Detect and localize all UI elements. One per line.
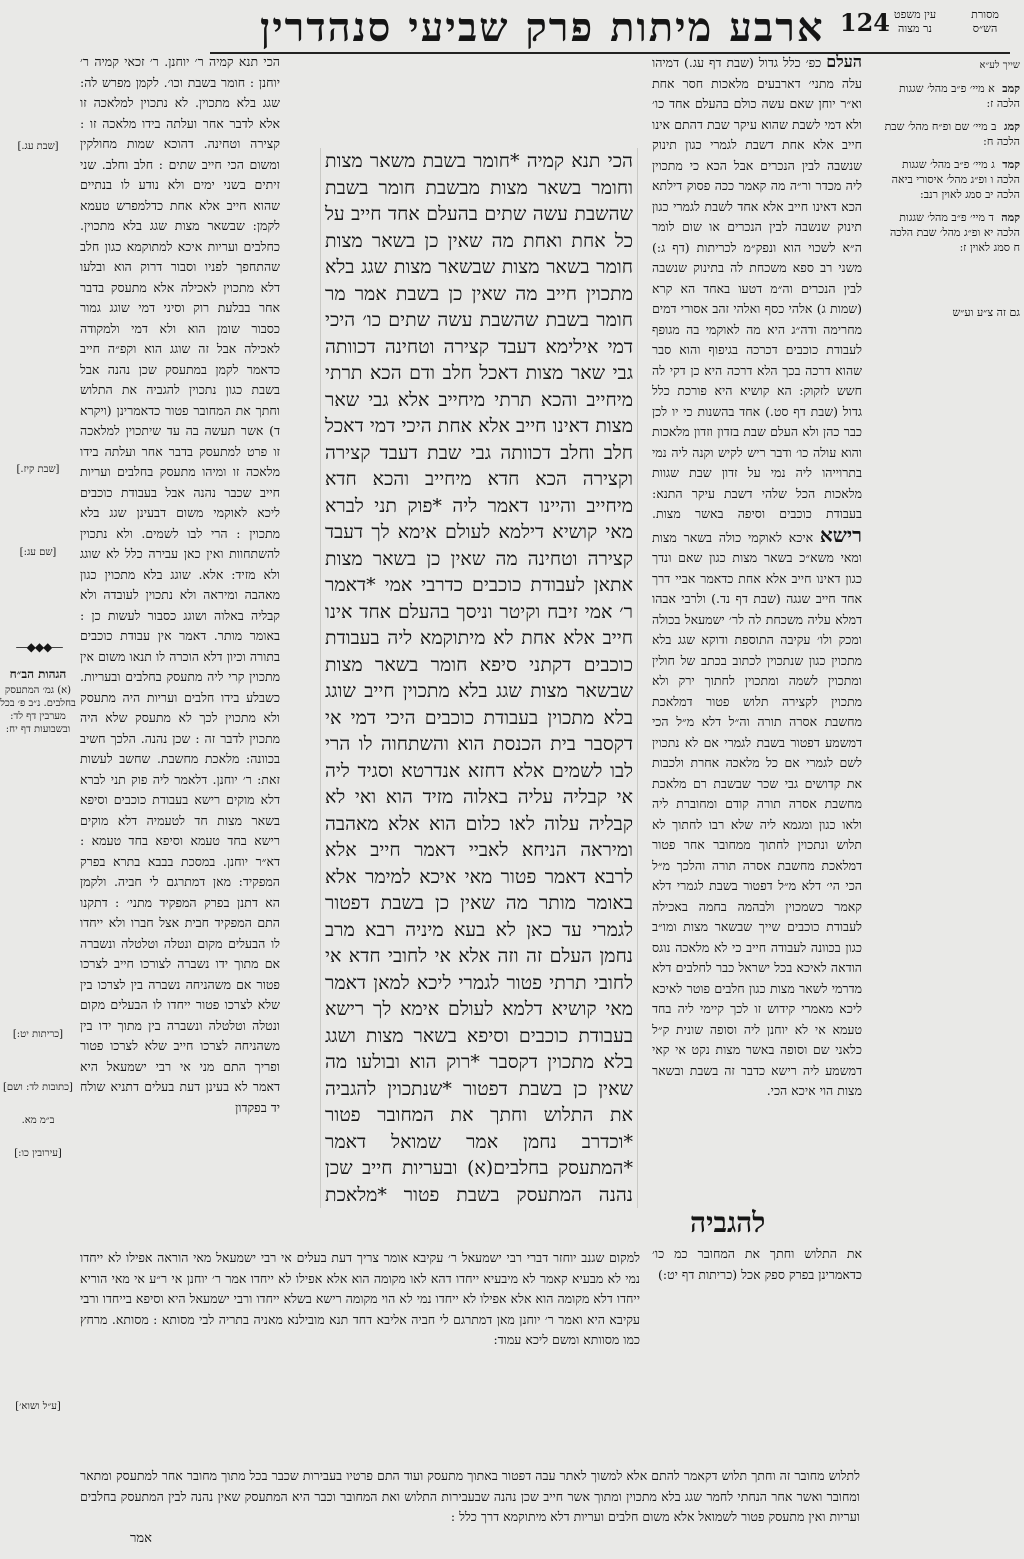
bottom-commentary xyxy=(80,1248,640,1468)
mesoret-label: מסורת הש״ס xyxy=(971,8,999,35)
tosafot-commentary xyxy=(80,52,280,1237)
catchword: אמר xyxy=(130,1531,152,1546)
rashi-lower-text xyxy=(652,1244,862,1464)
bottom-tail-text: לתלוש מחובר זה וחתך תלוש דקאמר להתם אלא למשוך לאתר עבה דפטור באתוך מתעסק ועוד התם פרטיו בעבירות שכבר בכל מתוך מחובר אחר למתעסק ומתאר ומחובר ואשר אחר הנחתי לחמר שגג בלא מתכוין ומתוך אשר חייב שכן נהנה שבעבירות התלוש ואת המחובר וכבר היא המתעסק שאין נהנה לבין המתעסק בחלבים ועריות ואין מתעסק פטור לשמואל אלא משום חלבים ועריות דלא מיתוקמא דרך כלל : xyxy=(80,1468,860,1524)
note-ref: קמב xyxy=(1002,82,1020,95)
margin-ref: [כתובות לד: ושם] xyxy=(3,1082,73,1093)
bottom-commentary-text: למקום שגנב יוחזר דברי רבי ישמעאל ר׳ עקיבא אומר צריך דעת בעלים אי רבי ישמעאל מאי הוראה אפילו לא ייחדו נמי לא מבעיא קאמר לא מיבעיא ייחדו דהא לאו מקומה הוא אלא אפילו לא ייחדו אמר ר׳ יוחנן אי ר״ע אי מאי הוריא ייחדו דלא מקומה הוא אלא אפילו לא ייחדו נמי לא הוי מקומה רישא בשלא ייחדו ורבי ישמעאל היא וסיפא בייחדו ורבי עקיבא היא ואמר ר׳ יוחנן מאן דמתרגם לי חביה אליבא דחד תנא מובילנא מאניה בתריה לבי מסותא : מסותא. מרחץ כמו מסוותא ומשם ליכא עמוד: xyxy=(80,1250,640,1347)
margin-ref: [עירובין כו:] xyxy=(14,1148,62,1159)
margin-ref: [שבת עג.] xyxy=(17,141,59,152)
page-number: 124 xyxy=(839,8,890,37)
gemara-text xyxy=(320,148,638,1208)
rashi-reisha-word: רישא xyxy=(819,522,862,547)
margin-note xyxy=(880,81,1020,111)
hagahot-habach xyxy=(0,668,76,736)
margin-note xyxy=(880,305,1020,320)
page-title: ארבע מיתות פרק שביעי סנהדרין xyxy=(260,4,825,51)
mesoret-column xyxy=(0,58,76,567)
rashi-text: כפ׳ כלל גדול (שבת דף עג.) דמיהו עלה מתני׳ דארבעים מלאכות חסר אחת וא״ר יוחן שאם עשה כולם בהעלם אחד כו׳ ולא דמי לשבת שהוא עיקר שבת דהתם אינו חייב אלא אחת דשבת לגמרי כגון תינוק שנשבה לבין הנכרים אבל הכא כי מתכוין ליה מכדר ור״ה מה קאמר ככה פסוק דילתא הכא דאינו חייב אלא אחד לשבת לגמרי כגון תינוק שנשבה לבין הנכרים או שום לומר ה״א לשכוי הוא ונפק״מ לכריתות (דף ג:) משני רב ספא משכחת לה בתינוק שנשבה לבין הנכרים וה״מ דטעו באחד הא קרא (שמות ג) אלהי כסף ואלהי זהב אסורי דמים מחרימה ודה״ג היא מה לאוקמי בה מגופף לעבודת כוכבים דכרכה בגיפוף והוא סבר שהוא דרכה בכך הלא דרכה היא כן דקי לה חשש לזקוק: הא קושיא היא פורכת כלל גדול (שבת דף סט.) אחד בהשנות כי יו לכן כבר כהן ולא העלם שבת בזדון וזדון מלאכות והוא עולה כו׳ ודבר ריש לקיש וקנה ליה נמי בתרוייהו ליה נמי על זדון שבת שגוות מלאכות הכל שלהי דשבת עיקר התנא: בעבודת כוכבים וסיפה באשר מצות. xyxy=(652,55,862,521)
mesoret-lower-refs xyxy=(0,1028,76,1421)
margin-ref: [שם עג:] xyxy=(19,547,57,558)
rashi-opening-word: העלם xyxy=(826,52,862,71)
bottom-tail-commentary xyxy=(80,1466,860,1526)
margin-note xyxy=(880,119,1020,149)
note-text: ג מיי׳ פ״ב מהל׳ שגגות הלכה ו ופ״ג מהל׳ איסורי ביאה הלכה יב סמג לאוין רנב: xyxy=(891,158,1020,201)
ein-mishpat-label: עין משפט נר מצוה xyxy=(893,8,937,35)
gemara-body: הכי תנא קמיה *חומר בשבת משאר מצות וחומר בשאר מצות מבשבת חומר בשבת שהשבת עשה שתים בהעלם אחד חייב על כל אחת ואחת מה שאין כן בשאר מצות חומר בשאר מצות שבשאר מצות שגג בלא מתכוין חייב מה שאין כן בשבת אמר מר חומר בשבת שהשבת עשה שתים כו׳ היכי דמי אילימא דעבד קצירה וטחינה דכוותה גבי שאר מצות דאכל חלב ודם הכא תרתי מיחייב והכא תרתי מיחייב אלא גבי שאר מצות דאינו חייב אלא אחת היכי דמי דאכל חלב וחלב דכוותה גבי שבת דעבד קצירה וקצירה הכא חדא מיחייב והכא חדא מיחייב והיינו דאמר ליה *פוק תני לברא מאי קושיא דילמא לעולם אימא לך דעבד קצירה וטחינה מה שאין כן בשאר מצות אתאן לעבודת כוכבים כדרבי אמי *דאמר ר׳ אמי זיבח וקיטר וניסך בהעלם אחד אינו חייב אלא אחת לא מיתוקמא ליה בעבודת כוכבים דקתני סיפא חומר בשאר מצות שבשאר מצות שגג בלא מתכוין חייב שוגג בלא מתכוין בעבודת כוכבים היכי דמי אי דקסבר בית הכנסת הוא והשתחוה לו הרי לבו לשמים אלא דחזא אנדרטא וסגיד ליה אי קבליה עליה באלוה מזיד הוא ואי לא קבליה עלוה לאו כלום הוא אלא מאהבה ומיראה הניחא לאביי דאמר חייב אלא לרבא דאמר פטור מאי איכא למימר אלא באומר מותר מה שאין כן בשבת דפטור לגמרי עד כאן לא בעא מיניה רבא מרב נחמן העלם זה וזה אלא אי לחובי חדא אי לחובי תרתי פטור לגמרי ליכא למאן דאמר מאי קושיא דלמא לעולם אימא לך רישא בעבודת כוכבים וסיפא בשאר מצות ושגג בלא מתכוין דקסבר *רוק הוא ובולעו מה שאין כן בשבת דפטור *שנתכוין להגביה את התלוש וחתך את המחובר פטור *וכדרב נחמן אמר שמואל דאמר *המתעסק בחלבים(א) ובעריות חייב שכן נהנה המתעסק בשבת פטור *מלאכת xyxy=(325,150,633,1206)
margin-ref: [ע״ל ושוא׳] xyxy=(15,1401,61,1412)
ein-mishpat-column xyxy=(880,58,1020,328)
hagahot-text: (א) גמ׳ המתעסק בחלבים. נ״ב פ׳ בכל מערבין דף לד: ובשבועות דף יח: xyxy=(0,685,76,735)
rashi-lower-heading: להגביה xyxy=(690,1206,766,1239)
note-text: ב מיי׳ שם ופ״ח מהל׳ שבת הלכה ח: xyxy=(884,120,1020,148)
margin-ref: [כריתות יט:] xyxy=(12,1029,64,1040)
hagahot-title: הגהות הב״ח xyxy=(9,667,67,681)
margin-ref: ב״מ מא. xyxy=(21,1115,55,1126)
note-text: ד מיי׳ פ״ב מהל׳ שגגות הלכה יא ופ״ג מהל׳ שבת הלכה ח סמג לאוין ז: xyxy=(889,211,1020,254)
note-text: גם זה צ״ע וע״ש xyxy=(952,306,1020,319)
margin-note: שייך לע״א xyxy=(979,60,1020,71)
margin-ref: [שבת קיז.] xyxy=(16,464,60,475)
note-text: א מיי׳ פ״ב מהל׳ שגגות הלכה ז: xyxy=(899,82,1020,110)
rashi-text-continued: איכא לאוקמי כולה בשאר מצות ומאי משא״כ בשאר מצות כגון שאם ונדך כגון דאינו חייב אלא אחת כדאמר אביי דרך אחד חייב שגגה (שבת דף נד.) ולרבי אבהו דמלא עליה משכחת לה לר׳ ישמעאל בכולה ומכק ולו׳ עקיבה התוספת ודוקא שגג בלא מתכוין כגון שנתכוין לכתוב בכתב של חולין ומתכוין לשמה ומתכוין לחתוך ירק ולא מתכוין לקצירה תלוש פטור דמלאכת מחשבת אסרה תורה וה״ל דלא מ״ל הכי דמשמע דפטור בשבת לגמרי אם לא נתכוין לשם לגמרי אם כל מלאכה אחרת ולכבות את קדושים גבי שכר שבשבת רם מלאכת מחשבת אסרה תורה קודם ומחוברת ליה ולאו כגון ומגמא ליה שלא רבו לחתוך לא תלוש ונתכוין לחתוך ממחובר אחר פטור דמלאכת מחשבת אסרה תורה והלכך מ״ל הכי הי׳ דלא מ״ל דפטור בשבת לגמרי דלא קאמר כשמכוין ולבהמה בחמה באכילה לעבודת כוכבים שייך שבשאר מצות ומו״ב כגון בכוונה לעבודה חייב כי לא מלאכה נוגס הודאה לאיכא בכל ישראל כבר לחלבים דלא מדרמי לשאר מצות כגון חלבים פוטר לאיכא ליכא מאמרי קידוש זו לכך קיימי ליה בחד טעמא אי לא יוחנן ליה וסופה שונית ק״ל כלאני שם וסופה באשר מצות נקט אי קאי דמשמע ליה רישא כדבר זה בשבת ובשאר מצות הוי איכא הכי. xyxy=(652,529,862,1098)
tosafot-text: הכי תנא קמיה ר׳ יוחנן. ר׳ זכאי קמיה ר׳ יוחנן : חומר בשבת וכו׳. לקמן מפרש לה: שגג בלא מתכוין. לא נתכוין למלאכה זו אלא לדבר אחר ועלתה בידו מלאכה זו : קצירה וטחינה. דהוכא שמות מחולקין ומשום הכי חייב שתים : חלב וחלב. שני זיתים בשני ימים ולא נודע לו בנתיים שהוא חייב אלא אחת כדלמפרש טעמא לקמן: שבשאר מצות שגג בלא מתכוין. כחלבים ועריות איכא למתוקמא כגון חלב שהתחפך לפניו וסבור דרוק הוא ובלעו דלא מתכוין לאכילה אלא מתעסק בדבר אחר בבלעת רוק וסיני דמי שוגג גמור כסבור שומן הוא ולא דמי ולמקודה לאכילה אבל זה שוגג הוא וקפ״ה חייב כדאמר לקמן במתעסק שכן נהנה אבל בשבת כגון נתכוין להגביה את התלוש וחתך את המחובר פטור כדאמרינן (ויקרא ד) אשר תעשה בה עד שיתכוין למלאכה זו פרט למתעסק בדבר אחר ועלתה בידו מלאכה זו ומיהו מתעסק בחלבים ועריות חייב שכבר נהנה אבל בעבודת כוכבים ליכא לאוקמי משום דבעינן שגג בלא מתכוין : הרי לבו לשמים. ולא נתכוין להשתחוות ואין כאן עבירה כלל לא שוגג ולא מזיד: אלא. שוגג בלא מתכוין כגון מאהבה ומיראה ולא נתכוין לעובדה ולא קבליה באלוה ושוגג כסבור לעשות כן : באומר מותר. דאמר אין עבודת כוכבים בתורה וכיון דלא הוכרה לו תנאו משום אין מתכוין קרי ליה מתעסק בחלבים ובעריות. כשבלע בידו חלבים ועריות היה מתעסק ולא מתכוין לכך לא מתעסק שלא היה מתכוין לדבר זה : שכן נהנה. הלכך חשיב בכוונה: מלאכת מחשבת. שחשב לעשות זאת: ר׳ יוחנן. דלאמר ליה פוק תני לברא דלא מוקים רישא בעבודת כוכבים וסיפא בשאר מצות חד לטעמיה דלא מוקים רישא בחד טעמא וסיפא בחד טעמא : דא״ר יוחנן. במסכת בבבא בתרא בפרק המפקיד: מאן דמתרגם לי חביה. ולקמן הא דתנן בפרק המפקיד מתני׳ : דתקנו התם המפקיד חבית אצל חברו ולא ייחדו לו הבעלים מקום ונטלה וטלטלה ונשברה אם מתוך ידו נשברה לצורכו חייב לצרכו פטור אם משהניחה נשברה בין לצרכו בין שלא לצרכו פטור ייחדו לו הבעלים מקום ונטלה וטלטלה ונשברה בין מתוך ידו בין משהניחה לצרכו חייב שלא לצרכו פטור ופריך התם מני אי רבי ישמעאל היא דאמר לא בעינן דעת בעלים דתניא שולח יד בפקדון xyxy=(80,54,280,1115)
rashi-lower-sub: את התלוש וחתך את המחובר כמ כו׳ כדאמרינן בפרק ספק אכל (כריתות דף יט:) xyxy=(652,1246,862,1282)
note-ref: קמג xyxy=(1003,120,1020,133)
margin-note xyxy=(880,157,1020,202)
note-ref: קמה xyxy=(1001,211,1020,224)
ornament-divider: —◆◆◆— xyxy=(15,640,63,654)
margin-note xyxy=(880,210,1020,255)
note-ref: קמד xyxy=(1002,158,1020,171)
